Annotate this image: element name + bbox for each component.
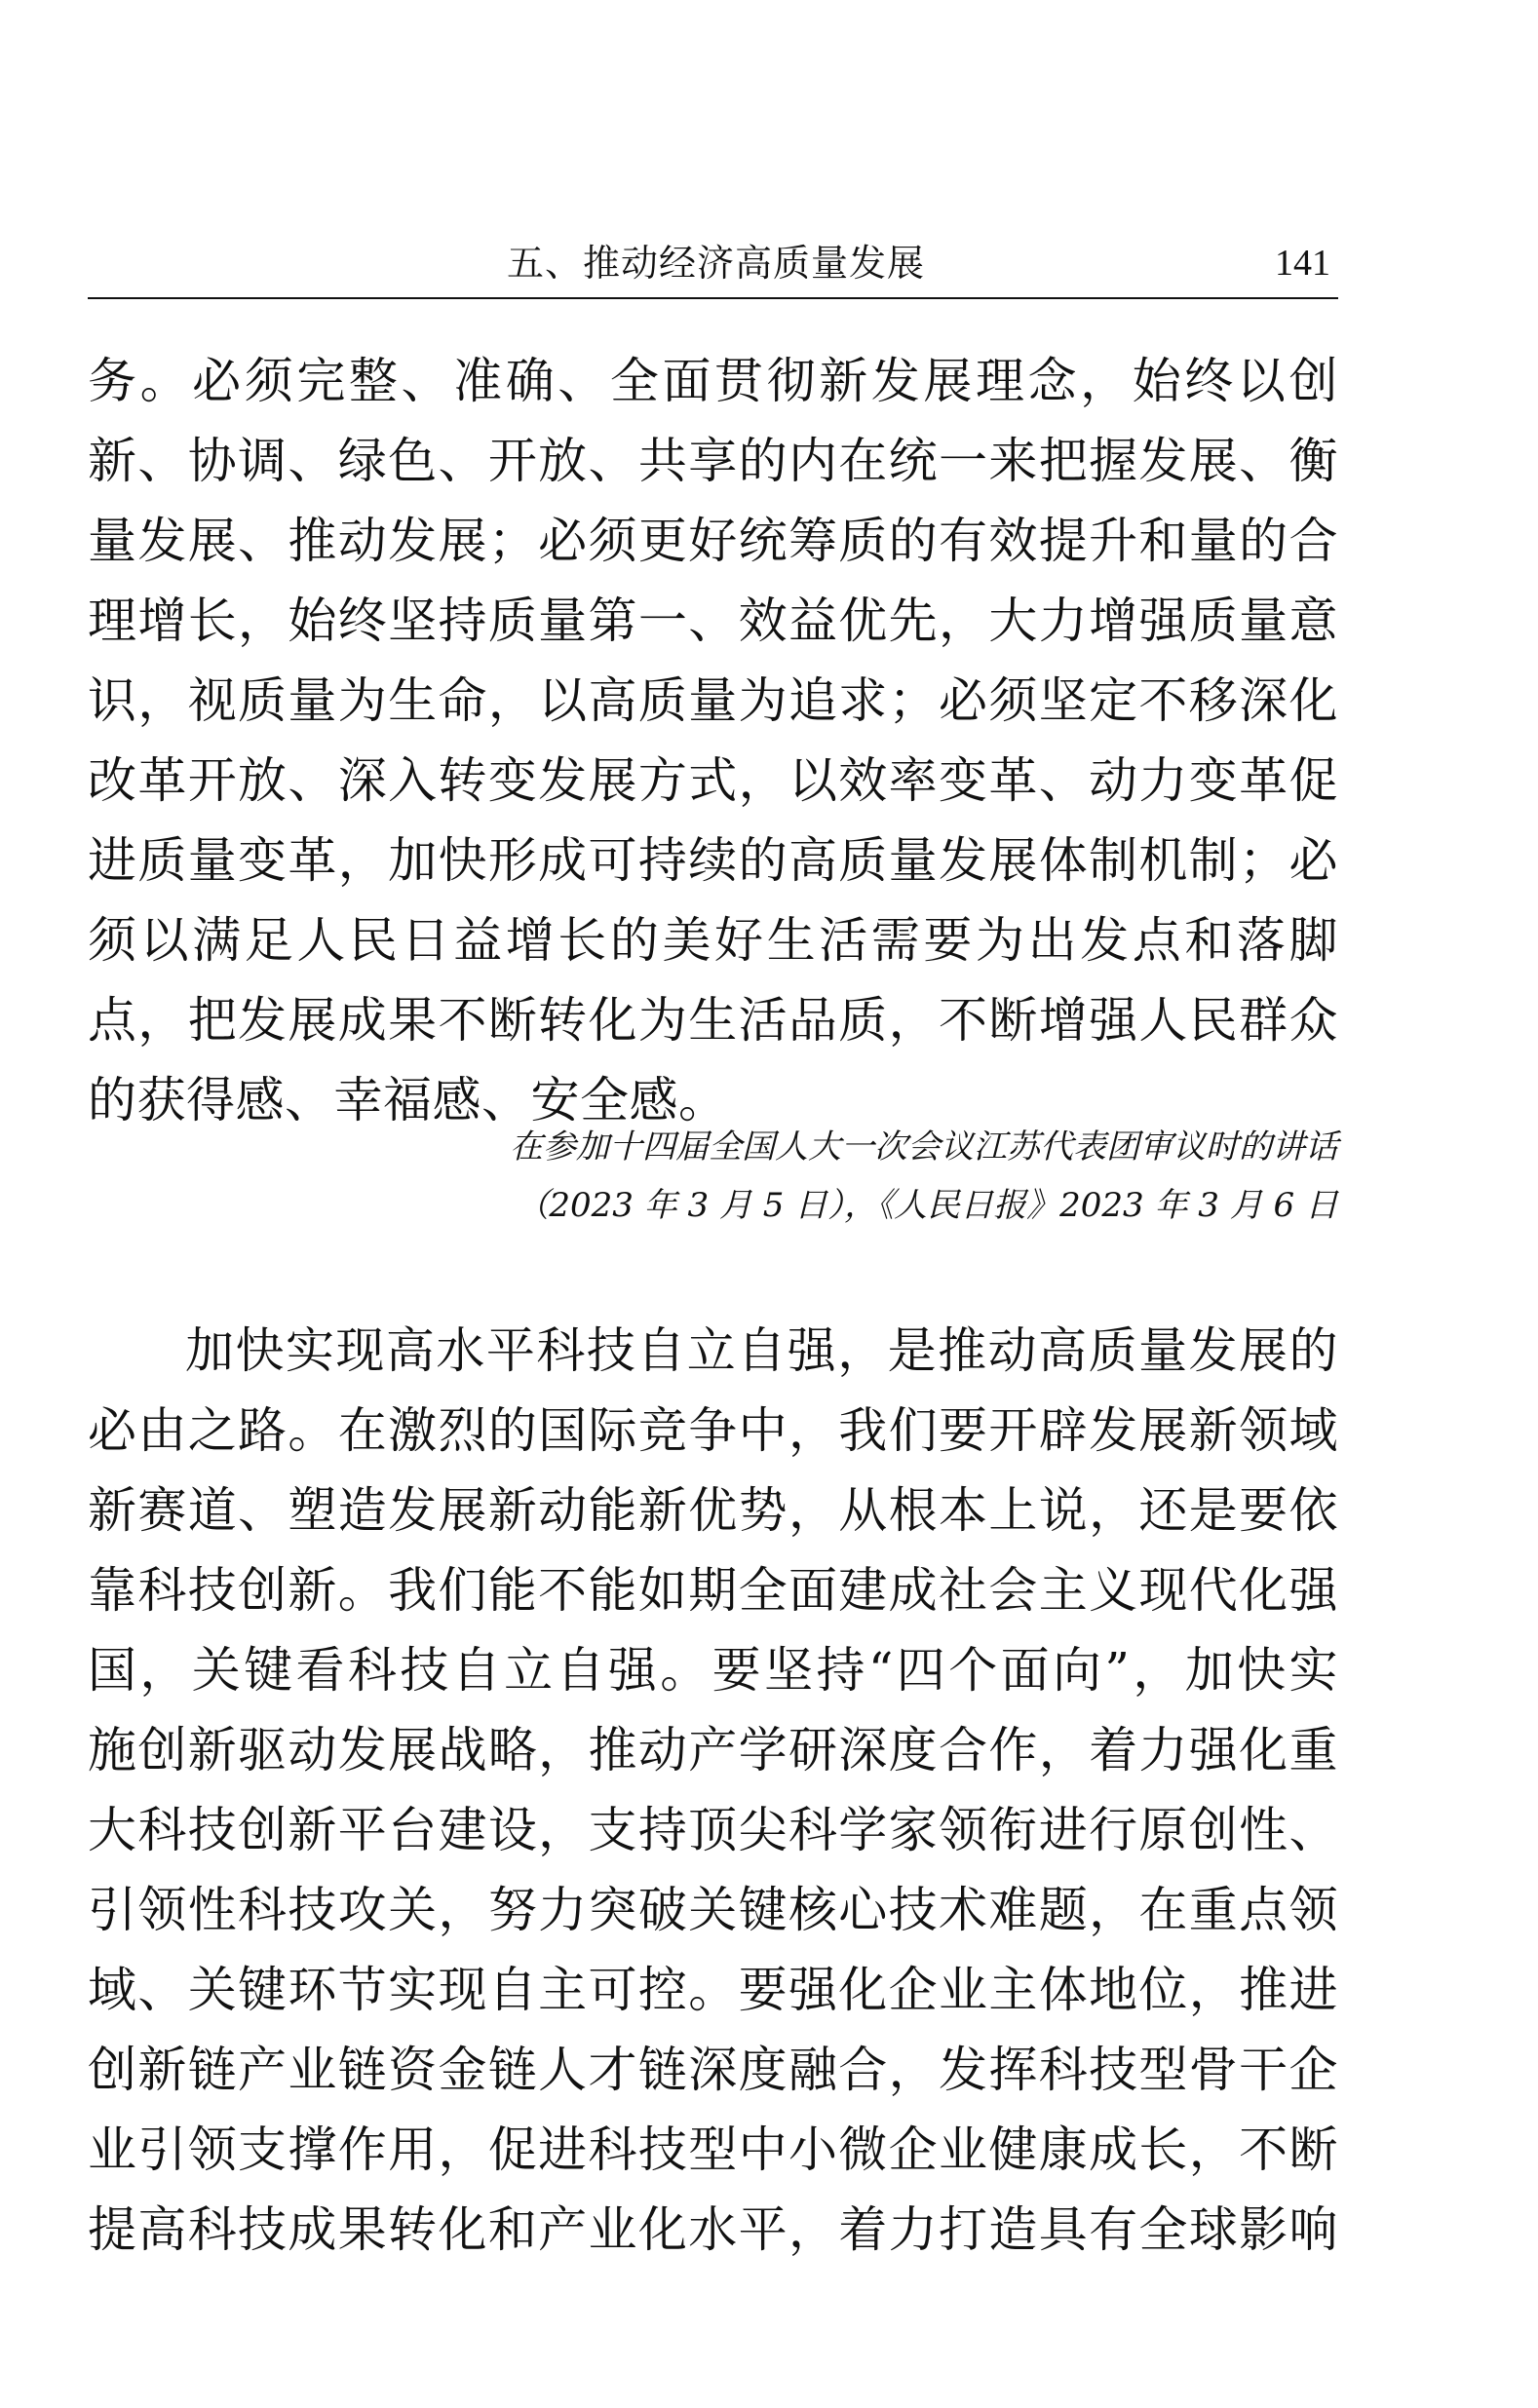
running-header bbox=[88, 236, 1338, 294]
source-citation-line-2: （2023 年 3 月 5 日），《人民日报》2023 年 3 月 6 日 bbox=[516, 1186, 1338, 1225]
chapter-title: 五、推动经济高质量发展 bbox=[507, 242, 926, 285]
text-line: 理增长，始终坚持质量第一、效益优先，大力增强质量意 bbox=[88, 592, 1338, 649]
text-line: 进质量变革，加快形成可持续的高质量发展体制机制；必 bbox=[88, 832, 1338, 889]
text-line: 域、关键环节实现自主可控。要强化企业主体地位，推进 bbox=[88, 1962, 1338, 2018]
text-line: 点，把发展成果不断转化为生活品质，不断增强人民群众 bbox=[88, 992, 1338, 1049]
text-line: 量发展、推动发展；必须更好统筹质的有效提升和量的合 bbox=[88, 513, 1338, 569]
text-line: 提高科技成果转化和产业化水平，着力打造具有全球影响 bbox=[88, 2201, 1338, 2258]
text-line: 业引领支撑作用，促进科技型中小微企业健康成长，不断 bbox=[88, 2121, 1338, 2178]
text-line: 国，关键看科技自立自强。要坚持“四个面向”，加快实 bbox=[88, 1642, 1338, 1699]
text-line: 的获得感、幸福感、安全感。 bbox=[88, 1072, 728, 1128]
text-line: 识，视质量为生命，以高质量为追求；必须坚定不移深化 bbox=[88, 672, 1338, 729]
text-line: 大科技创新平台建设，支持顶尖科学家领衔进行原创性、 bbox=[88, 1802, 1338, 1858]
text-line: 须以满足人民日益增长的美好生活需要为出发点和落脚 bbox=[88, 912, 1338, 969]
text-line: 创新链产业链资金链人才链深度融合，发挥科技型骨干企 bbox=[88, 2042, 1338, 2098]
text-line: 引领性科技攻关，努力突破关键核心技术难题，在重点领 bbox=[88, 1882, 1338, 1938]
text-line: 改革开放、深入转变发展方式，以效率变革、动力变革促 bbox=[88, 752, 1338, 809]
paragraph bbox=[88, 1311, 1338, 2270]
page-number: 141 bbox=[1275, 243, 1330, 284]
text-line: 施创新驱动发展战略，推动产学研深度合作，着力强化重 bbox=[88, 1722, 1338, 1778]
text-line: 新、协调、绿色、开放、共享的内在统一来把握发展、衡 bbox=[88, 433, 1338, 489]
text-line: 靠科技创新。我们能不能如期全面建成社会主义现代化强 bbox=[88, 1562, 1338, 1619]
source-citation-line-1: 在参加十四届全国人大一次会议江苏代表团审议时的讲话 bbox=[510, 1128, 1338, 1166]
text-line: 新赛道、塑造发展新动能新优势，从根本上说，还是要依 bbox=[88, 1482, 1338, 1539]
text-line: 务。必须完整、准确、全面贯彻新发展理念，始终以创 bbox=[88, 353, 1338, 409]
text-line: 必由之路。在激烈的国际竞争中，我们要开辟发展新领域 bbox=[88, 1402, 1338, 1459]
paragraph-continuation bbox=[88, 341, 1338, 1140]
header-divider bbox=[88, 297, 1338, 299]
text-line: 加快实现高水平科技自立自强，是推动高质量发展的 bbox=[185, 1322, 1338, 1379]
